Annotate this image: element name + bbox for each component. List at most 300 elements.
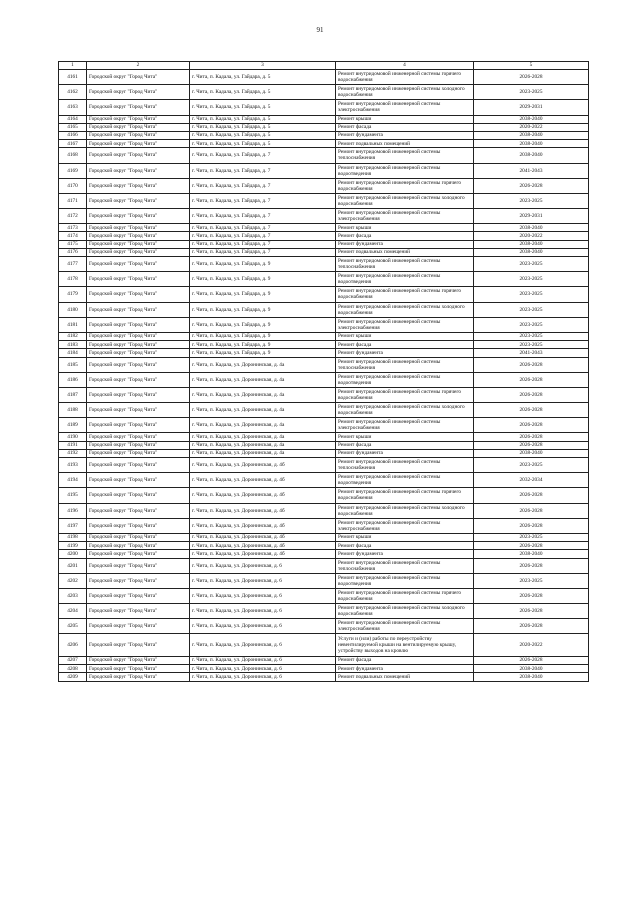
table-row [59,387,589,402]
period-cell: 2023-2025 [474,287,589,302]
work-type-cell: Ремонт фасада [336,232,474,240]
municipality-cell: Городской округ "Город Чита" [87,503,190,518]
table-row [59,665,589,673]
column-header: 4 [336,62,474,70]
table-row [59,332,589,340]
table-row [59,317,589,332]
period-cell: 2026-2028 [474,178,589,193]
period-cell: 2026-2028 [474,70,589,85]
row-number-cell: 4208 [59,665,87,673]
address-cell: г. Чита, п. Кадала, ул. Доронинская, д. 4б [190,518,336,533]
row-number-cell: 4200 [59,550,87,558]
work-type-cell: Ремонт фундамента [336,349,474,357]
address-cell: г. Чита, п. Кадала, ул. Гайдара, д. 7 [190,148,336,163]
column-header: 1 [59,62,87,70]
work-type-cell: Ремонт внутридомовой инженерной системы теплоснабжения [336,148,474,163]
municipality-cell: Городской округ "Город Чита" [87,209,190,224]
table-row [59,656,589,664]
row-number-cell: 4209 [59,673,87,681]
table-row [59,588,589,603]
address-cell: г. Чита, п. Кадала, ул. Гайдара, д. 7 [190,232,336,240]
period-cell: 2026-2028 [474,604,589,619]
row-number-cell: 4207 [59,656,87,664]
address-cell: г. Чита, п. Кадала, ул. Гайдара, д. 5 [190,70,336,85]
table-row [59,357,589,372]
period-cell: 2032-2034 [474,473,589,488]
municipality-cell: Городской округ "Город Чита" [87,248,190,256]
municipality-cell: Городской округ "Город Чита" [87,257,190,272]
address-cell: г. Чита, п. Кадала, ул. Доронинская, д. 4б [190,488,336,503]
period-cell: 2026-2028 [474,387,589,402]
work-type-cell: Ремонт внутридомовой инженерной системы горячего водоснабжения [336,387,474,402]
table-row [59,257,589,272]
work-type-cell: Ремонт крыши [336,332,474,340]
work-type-cell: Ремонт внутридомовой инженерной системы водоотведения [336,372,474,387]
municipality-cell: Городской округ "Город Чита" [87,148,190,163]
address-cell: г. Чита, п. Кадала, ул. Доронинская, д. 4б [190,550,336,558]
address-cell: г. Чита, п. Кадала, ул. Гайдара, д. 5 [190,100,336,115]
row-number-cell: 4163 [59,100,87,115]
table-row [59,163,589,178]
table-row [59,533,589,541]
address-cell: г. Чита, п. Кадала, ул. Гайдара, д. 7 [190,240,336,248]
period-cell: 2038-2040 [474,550,589,558]
work-type-cell: Ремонт внутридомовой инженерной системы горячего водоснабжения [336,588,474,603]
row-number-cell: 4203 [59,588,87,603]
municipality-cell: Городской округ "Город Чита" [87,550,190,558]
address-cell: г. Чита, п. Кадала, ул. Доронинская, д. 4а [190,357,336,372]
table-row [59,372,589,387]
row-number-cell: 4194 [59,473,87,488]
period-cell: 2026-2028 [474,441,589,449]
work-type-cell: Ремонт внутридомовой инженерной системы электроснабжения [336,418,474,433]
municipality-cell: Городской округ "Город Чита" [87,634,190,657]
address-cell: г. Чита, п. Кадала, ул. Гайдара, д. 9 [190,287,336,302]
period-cell: 2020-2022 [474,123,589,131]
address-cell: г. Чита, п. Кадала, ул. Гайдара, д. 5 [190,115,336,123]
period-cell: 2020-2022 [474,232,589,240]
municipality-cell: Городской округ "Город Чита" [87,533,190,541]
period-cell: 2041-2043 [474,163,589,178]
period-cell: 2023-2025 [474,193,589,208]
table-row [59,193,589,208]
table-row [59,115,589,123]
work-type-cell: Ремонт внутридомовой инженерной системы электроснабжения [336,317,474,332]
municipality-cell: Городской округ "Город Чита" [87,224,190,232]
address-cell: г. Чита, п. Кадала, ул. Доронинская, д. 4а [190,372,336,387]
period-cell: 2029-2031 [474,100,589,115]
row-number-cell: 4177 [59,257,87,272]
address-cell: г. Чита, п. Кадала, ул. Доронинская, д. 4а [190,418,336,433]
address-cell: г. Чита, п. Кадала, ул. Гайдара, д. 9 [190,302,336,317]
period-cell: 2020-2022 [474,634,589,657]
table-row [59,604,589,619]
table-row [59,458,589,473]
municipality-cell: Городской округ "Город Чита" [87,573,190,588]
period-cell: 2026-2028 [474,403,589,418]
work-type-cell: Ремонт внутридомовой инженерной системы горячего водоснабжения [336,178,474,193]
address-cell: г. Чита, п. Кадала, ул. Гайдара, д. 5 [190,131,336,139]
row-number-cell: 4192 [59,449,87,457]
municipality-cell: Городской округ "Город Чита" [87,332,190,340]
row-number-cell: 4184 [59,349,87,357]
period-cell: 2023-2025 [474,257,589,272]
column-number-row [59,62,589,70]
work-type-cell: Услуги и (или) работы по переустройству невентилируемой крыши на вентилируемую крышу, устройству выходов на кровлю [336,634,474,657]
period-cell: 2038-2040 [474,131,589,139]
table-row [59,123,589,131]
municipality-cell: Городской округ "Город Чита" [87,473,190,488]
municipality-cell: Городской округ "Город Чита" [87,85,190,100]
table-row [59,449,589,457]
row-number-cell: 4198 [59,533,87,541]
municipality-cell: Городской округ "Город Чита" [87,403,190,418]
table-row [59,558,589,573]
period-cell: 2038-2040 [474,224,589,232]
row-number-cell: 4185 [59,357,87,372]
period-cell: 2026-2028 [474,588,589,603]
address-cell: г. Чита, п. Кадала, ул. Гайдара, д. 9 [190,349,336,357]
row-number-cell: 4166 [59,131,87,139]
work-type-cell: Ремонт фундамента [336,665,474,673]
address-cell: г. Чита, п. Кадала, ул. Гайдара, д. 7 [190,178,336,193]
table-row [59,302,589,317]
address-cell: г. Чита, п. Кадала, ул. Гайдара, д. 7 [190,163,336,178]
work-type-cell: Ремонт внутридомовой инженерной системы водоотведения [336,163,474,178]
table-row [59,418,589,433]
table-row [59,341,589,349]
period-cell: 2023-2025 [474,533,589,541]
table-row [59,550,589,558]
municipality-cell: Городской округ "Город Чита" [87,542,190,550]
table-row [59,349,589,357]
address-cell: г. Чита, п. Кадала, ул. Гайдара, д. 7 [190,248,336,256]
address-cell: г. Чита, п. Кадала, ул. Гайдара, д. 9 [190,272,336,287]
work-type-cell: Ремонт внутридомовой инженерной системы холодного водоснабжения [336,193,474,208]
row-number-cell: 4205 [59,619,87,634]
table-row [59,148,589,163]
municipality-cell: Городской округ "Город Чита" [87,272,190,287]
row-number-cell: 4161 [59,70,87,85]
table-row [59,673,589,681]
municipality-cell: Городской округ "Город Чита" [87,433,190,441]
work-type-cell: Ремонт внутридомовой инженерной системы холодного водоснабжения [336,85,474,100]
address-cell: г. Чита, п. Кадала, ул. Доронинская, д. 4б [190,533,336,541]
table-row [59,473,589,488]
municipality-cell: Городской округ "Город Чита" [87,604,190,619]
period-cell: 2038-2040 [474,248,589,256]
address-cell: г. Чита, п. Кадала, ул. Доронинская, д. 6 [190,656,336,664]
row-number-cell: 4204 [59,604,87,619]
row-number-cell: 4162 [59,85,87,100]
work-type-cell: Ремонт фундамента [336,449,474,457]
work-type-cell: Ремонт крыши [336,224,474,232]
period-cell: 2038-2040 [474,115,589,123]
work-type-cell: Ремонт внутридомовой инженерной системы теплоснабжения [336,357,474,372]
address-cell: г. Чита, п. Кадала, ул. Гайдара, д. 5 [190,85,336,100]
work-type-cell: Ремонт фундамента [336,550,474,558]
row-number-cell: 4199 [59,542,87,550]
work-type-cell: Ремонт внутридомовой инженерной системы электроснабжения [336,619,474,634]
row-number-cell: 4180 [59,302,87,317]
municipality-cell: Городской округ "Город Чита" [87,656,190,664]
period-cell: 2026-2028 [474,488,589,503]
address-cell: г. Чита, п. Кадала, ул. Доронинская, д. 4а [190,449,336,457]
work-type-cell: Ремонт внутридомовой инженерной системы водоотведения [336,573,474,588]
row-number-cell: 4182 [59,332,87,340]
period-cell: 2038-2040 [474,665,589,673]
row-number-cell: 4188 [59,403,87,418]
municipality-cell: Городской округ "Город Чита" [87,232,190,240]
municipality-cell: Городской округ "Город Чита" [87,588,190,603]
period-cell: 2038-2040 [474,449,589,457]
municipality-cell: Городской округ "Город Чита" [87,372,190,387]
work-type-cell: Ремонт фасада [336,656,474,664]
column-header: 5 [474,62,589,70]
period-cell: 2023-2025 [474,341,589,349]
work-type-cell: Ремонт внутридомовой инженерной системы горячего водоснабжения [336,70,474,85]
municipality-cell: Городской округ "Город Чита" [87,458,190,473]
table-row [59,287,589,302]
table-row [59,70,589,85]
municipality-cell: Городской округ "Город Чита" [87,518,190,533]
work-type-cell: Ремонт внутридомовой инженерной системы холодного водоснабжения [336,302,474,317]
municipality-cell: Городской округ "Город Чита" [87,341,190,349]
row-number-cell: 4190 [59,433,87,441]
table-row [59,441,589,449]
work-type-cell: Ремонт фасада [336,542,474,550]
row-number-cell: 4168 [59,148,87,163]
row-number-cell: 4187 [59,387,87,402]
address-cell: г. Чита, п. Кадала, ул. Доронинская, д. 6 [190,665,336,673]
period-cell: 2038-2040 [474,240,589,248]
work-type-cell: Ремонт внутридомовой инженерной системы теплоснабжения [336,558,474,573]
address-cell: г. Чита, п. Кадала, ул. Доронинская, д. 4б [190,503,336,518]
table-row [59,100,589,115]
table-row [59,518,589,533]
address-cell: г. Чита, п. Кадала, ул. Доронинская, д. 4б [190,458,336,473]
period-cell: 2023-2025 [474,317,589,332]
work-type-cell: Ремонт внутридомовой инженерной системы теплоснабжения [336,458,474,473]
row-number-cell: 4165 [59,123,87,131]
row-number-cell: 4176 [59,248,87,256]
column-header: 3 [190,62,336,70]
address-cell: г. Чита, п. Кадала, ул. Гайдара, д. 9 [190,341,336,349]
address-cell: г. Чита, п. Кадала, ул. Доронинская, д. 6 [190,619,336,634]
period-cell: 2026-2028 [474,503,589,518]
table-row [59,224,589,232]
municipality-cell: Городской округ "Город Чита" [87,131,190,139]
row-number-cell: 4171 [59,193,87,208]
municipality-cell: Городской округ "Город Чита" [87,302,190,317]
period-cell: 2038-2040 [474,140,589,148]
municipality-cell: Городской округ "Город Чита" [87,558,190,573]
row-number-cell: 4202 [59,573,87,588]
row-number-cell: 4169 [59,163,87,178]
address-cell: г. Чита, п. Кадала, ул. Доронинская, д. 4б [190,473,336,488]
row-number-cell: 4172 [59,209,87,224]
row-number-cell: 4179 [59,287,87,302]
address-cell: г. Чита, п. Кадала, ул. Гайдара, д. 5 [190,140,336,148]
table-row [59,272,589,287]
table-row [59,619,589,634]
work-type-cell: Ремонт крыши [336,533,474,541]
municipality-cell: Городской округ "Город Чита" [87,163,190,178]
address-cell: г. Чита, п. Кадала, ул. Гайдара, д. 9 [190,317,336,332]
address-cell: г. Чита, п. Кадала, ул. Гайдара, д. 5 [190,123,336,131]
work-type-cell: Ремонт подвальных помещений [336,673,474,681]
row-number-cell: 4173 [59,224,87,232]
municipality-cell: Городской округ "Город Чита" [87,357,190,372]
address-cell: г. Чита, п. Кадала, ул. Доронинская, д. 6 [190,588,336,603]
address-cell: г. Чита, п. Кадала, ул. Гайдара, д. 9 [190,332,336,340]
municipality-cell: Городской округ "Город Чита" [87,123,190,131]
table-row [59,209,589,224]
work-type-cell: Ремонт внутридомовой инженерной системы горячего водоснабжения [336,287,474,302]
address-cell: г. Чита, п. Кадала, ул. Гайдара, д. 7 [190,224,336,232]
municipality-cell: Городской округ "Город Чита" [87,441,190,449]
row-number-cell: 4193 [59,458,87,473]
work-type-cell: Ремонт внутридомовой инженерной системы водоотведения [336,473,474,488]
work-type-cell: Ремонт внутридомовой инженерной системы теплоснабжения [336,257,474,272]
work-type-cell: Ремонт крыши [336,433,474,441]
work-type-cell: Ремонт фасада [336,441,474,449]
address-cell: г. Чита, п. Кадала, ул. Доронинская, д. 6 [190,558,336,573]
table-row [59,85,589,100]
address-cell: г. Чита, п. Кадала, ул. Доронинская, д. 6 [190,573,336,588]
work-type-cell: Ремонт фундамента [336,131,474,139]
period-cell: 2023-2025 [474,573,589,588]
table-row [59,488,589,503]
municipality-cell: Городской округ "Город Чита" [87,193,190,208]
period-cell: 2023-2025 [474,332,589,340]
address-cell: г. Чита, п. Кадала, ул. Доронинская, д. 6 [190,604,336,619]
period-cell: 2026-2028 [474,372,589,387]
row-number-cell: 4197 [59,518,87,533]
table-row [59,403,589,418]
row-number-cell: 4186 [59,372,87,387]
address-cell: г. Чита, п. Кадала, ул. Доронинская, д. 4а [190,403,336,418]
row-number-cell: 4164 [59,115,87,123]
address-cell: г. Чита, п. Кадала, ул. Доронинская, д. 4а [190,441,336,449]
work-type-cell: Ремонт подвальных помещений [336,140,474,148]
table-row [59,542,589,550]
municipality-cell: Городской округ "Город Чита" [87,349,190,357]
work-type-cell: Ремонт крыши [336,115,474,123]
period-cell: 2026-2028 [474,357,589,372]
row-number-cell: 4196 [59,503,87,518]
work-type-cell: Ремонт фасада [336,123,474,131]
row-number-cell: 4170 [59,178,87,193]
work-type-cell: Ремонт фундамента [336,240,474,248]
table-row [59,634,589,657]
address-cell: г. Чита, п. Кадала, ул. Доронинская, д. 6 [190,634,336,657]
work-type-cell: Ремонт внутридомовой инженерной системы холодного водоснабжения [336,604,474,619]
page-number: 91 [316,26,324,34]
period-cell: 2026-2028 [474,656,589,664]
municipality-cell: Городской округ "Город Чита" [87,140,190,148]
address-cell: г. Чита, п. Кадала, ул. Гайдара, д. 7 [190,209,336,224]
period-cell: 2041-2043 [474,349,589,357]
municipality-cell: Городской округ "Город Чита" [87,619,190,634]
period-cell: 2038-2040 [474,673,589,681]
row-number-cell: 4167 [59,140,87,148]
row-number-cell: 4195 [59,488,87,503]
period-cell: 2023-2025 [474,302,589,317]
municipality-cell: Городской округ "Город Чита" [87,317,190,332]
address-cell: г. Чита, п. Кадала, ул. Гайдара, д. 7 [190,193,336,208]
period-cell: 2023-2025 [474,458,589,473]
table-row [59,433,589,441]
period-cell: 2038-2040 [474,148,589,163]
row-number-cell: 4183 [59,341,87,349]
row-number-cell: 4201 [59,558,87,573]
work-type-cell: Ремонт фасада [336,341,474,349]
column-header: 2 [87,62,190,70]
row-number-cell: 4178 [59,272,87,287]
municipality-cell: Городской округ "Город Чита" [87,287,190,302]
row-number-cell: 4174 [59,232,87,240]
period-cell: 2026-2028 [474,418,589,433]
work-type-cell: Ремонт внутридомовой инженерной системы горячего водоснабжения [336,488,474,503]
municipality-cell: Городской округ "Город Чита" [87,665,190,673]
municipality-cell: Городской округ "Город Чита" [87,449,190,457]
table-row [59,178,589,193]
row-number-cell: 4189 [59,418,87,433]
period-cell: 2026-2028 [474,518,589,533]
row-number-cell: 4206 [59,634,87,657]
row-number-cell: 4191 [59,441,87,449]
work-type-cell: Ремонт внутридомовой инженерной системы холодного водоснабжения [336,503,474,518]
municipality-cell: Городской округ "Город Чита" [87,418,190,433]
work-type-cell: Ремонт подвальных помещений [336,248,474,256]
table-row [59,140,589,148]
table-row [59,232,589,240]
period-cell: 2023-2025 [474,85,589,100]
municipality-cell: Городской округ "Город Чита" [87,178,190,193]
period-cell: 2023-2025 [474,272,589,287]
address-cell: г. Чита, п. Кадала, ул. Доронинская, д. 6 [190,673,336,681]
table-row [59,573,589,588]
municipality-cell: Городской округ "Город Чита" [87,240,190,248]
address-cell: г. Чита, п. Кадала, ул. Гайдара, д. 9 [190,257,336,272]
address-cell: г. Чита, п. Кадала, ул. Доронинская, д. 4а [190,433,336,441]
work-type-cell: Ремонт внутридомовой инженерной системы холодного водоснабжения [336,403,474,418]
period-cell: 2026-2028 [474,558,589,573]
repair-schedule-table [58,61,589,682]
table-row [59,503,589,518]
period-cell: 2026-2028 [474,433,589,441]
municipality-cell: Городской округ "Город Чита" [87,115,190,123]
table-row [59,131,589,139]
municipality-cell: Городской округ "Город Чита" [87,387,190,402]
period-cell: 2029-2031 [474,209,589,224]
municipality-cell: Городской округ "Город Чита" [87,673,190,681]
municipality-cell: Городской округ "Город Чита" [87,70,190,85]
work-type-cell: Ремонт внутридомовой инженерной системы электроснабжения [336,100,474,115]
table-row [59,240,589,248]
table-row [59,248,589,256]
period-cell: 2026-2028 [474,619,589,634]
work-type-cell: Ремонт внутридомовой инженерной системы водоотведения [336,272,474,287]
work-type-cell: Ремонт внутридомовой инженерной системы электроснабжения [336,518,474,533]
municipality-cell: Городской округ "Город Чита" [87,100,190,115]
period-cell: 2026-2028 [474,542,589,550]
work-type-cell: Ремонт внутридомовой инженерной системы электроснабжения [336,209,474,224]
address-cell: г. Чита, п. Кадала, ул. Доронинская, д. 4а [190,387,336,402]
row-number-cell: 4181 [59,317,87,332]
address-cell: г. Чита, п. Кадала, ул. Доронинская, д. 4б [190,542,336,550]
